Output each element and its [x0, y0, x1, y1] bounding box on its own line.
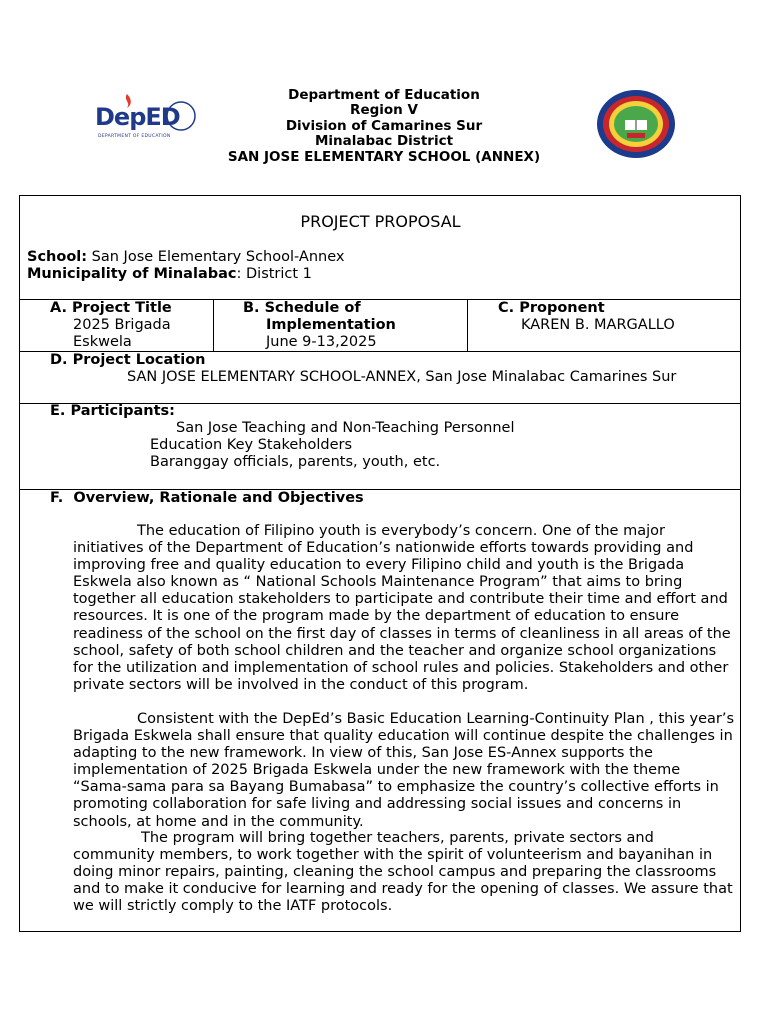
- paragraph-text: The program will bring together teachers, parents, private sectors and community members, to work together with the spirit of volunteerism and bayanihan in doing minor repairs, painting, cleaning the school campus and preparing the classrooms and to make it conducive for learning and ready for the opening of classes. We assure that we will strictly comply to the IATF protocols.: [73, 830, 733, 915]
- header-division: Division of Camarines Sur: [285, 118, 483, 134]
- overview-label: F. Overview, Rationale and Objectives: [50, 490, 364, 506]
- participants-label: E. Participants:: [50, 403, 175, 419]
- proponent-value: KAREN B. MARGALLO: [521, 317, 675, 333]
- deped-subtitle: DEPARTMENT OF EDUCATION: [98, 134, 171, 139]
- proponent-label: C. Proponent: [498, 300, 605, 316]
- proposal-title: PROJECT PROPOSAL: [300, 212, 461, 231]
- project-title-line1: 2025 Brigada: [73, 317, 171, 333]
- deped-wordmark: DepED: [95, 103, 180, 131]
- participant-item: Education Key Stakeholders: [150, 437, 353, 453]
- schedule-label-line2: Implementation: [266, 317, 396, 333]
- header-region: Region V: [350, 102, 418, 118]
- project-title-label: A. Project Title: [50, 300, 172, 316]
- school-value: San Jose Elementary School-Annex: [87, 249, 345, 265]
- schedule-value: June 9-13,2025: [266, 334, 377, 350]
- participant-item: Baranggay officials, parents, youth, etc.: [150, 454, 441, 470]
- schedule-label-line1: B. Schedule of: [243, 300, 361, 316]
- municipality-value: : District 1: [236, 266, 312, 282]
- municipality-label: Municipality of Minalabac: [27, 266, 237, 282]
- paragraph-text: Consistent with the DepEd’s Basic Education Learning-Continuity Plan , this year’s Brigada Eskwela shall ensure that quality education will continue despite the challenges in adapting to the new framework. In view of this, San Jose ES-Annex supports the implementation of 2025 Brigada Eskwela under the new framework with the theme “Sama-sama para sa Bayang Bumabasa” to emphasize the country’s collective efforts in promoting collaboration for safe living and addressing social issues and concerns in schools, at home and in the community.: [73, 711, 735, 830]
- divider: [467, 299, 468, 351]
- school-line: [27, 249, 344, 266]
- paragraph-text: The education of Filipino youth is everybody’s concern. One of the major initiatives of the Department of Education’s nationwide efforts towards providing and improving free and quality education to every Filipino child and youth is the Brigada Eskwela also known as “ National Schools Maintenance Program” that aims to bring together all education stakeholders to participate and contribute their time and effort and resources. It is one of the program made by the department of education to ensure readiness of the school on the first day of classes in terms of cleanliness in all areas of the school, safety of both school children and the teacher and organize school organizations for the utilization and implementation of school rules and policies. Stakeholders and other private sectors will be involved in the conduct of this program.: [73, 523, 731, 693]
- overview-paragraph-1: [73, 523, 737, 694]
- school-label: School:: [27, 249, 88, 265]
- divider: [213, 299, 214, 351]
- header-department: Department of Education: [288, 87, 480, 103]
- location-label: D. Project Location: [50, 352, 206, 368]
- header-district: Minalabac District: [314, 133, 454, 149]
- participant-item: San Jose Teaching and Non-Teaching Personnel: [176, 420, 515, 436]
- municipality-line: [27, 266, 312, 283]
- overview-paragraph-3: [73, 830, 737, 915]
- overview-paragraph-2: [73, 711, 737, 831]
- header-school: SAN JOSE ELEMENTARY SCHOOL (ANNEX): [227, 149, 541, 165]
- project-title-line2: Eskwela: [73, 334, 132, 350]
- location-value: SAN JOSE ELEMENTARY SCHOOL-ANNEX, San Jose Minalabac Camarines Sur: [127, 369, 677, 385]
